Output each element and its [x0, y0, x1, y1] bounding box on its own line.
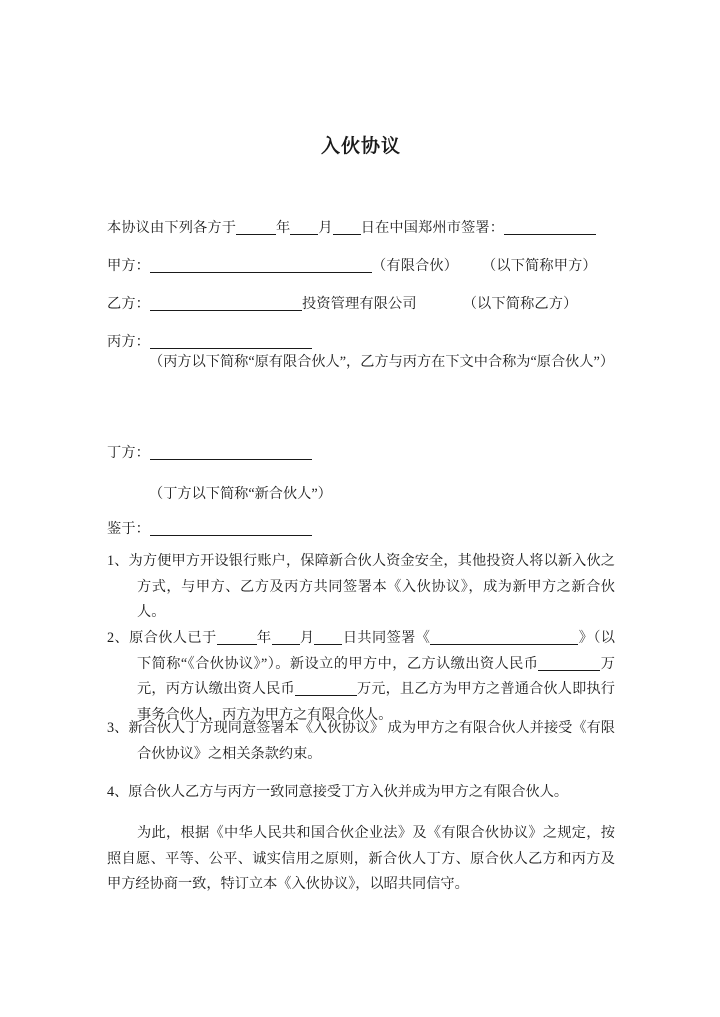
whereas-label: 鉴于： [107, 521, 151, 537]
whereas-blank[interactable] [150, 520, 312, 536]
clause-marker-1: 1、 [107, 553, 129, 569]
day-label: 日在中国郑州市签署： [360, 220, 505, 236]
clause2-year-blank[interactable] [217, 629, 257, 645]
clause2-agreement-name-blank[interactable] [430, 629, 578, 645]
signature-place-blank[interactable] [504, 219, 596, 235]
party-d-row [107, 443, 615, 463]
clause2-day-blank[interactable] [314, 629, 342, 645]
clause2-month-blank[interactable] [272, 629, 300, 645]
party-d-label: 丁方： [107, 445, 151, 461]
party-a-label: 甲方： [107, 258, 151, 274]
party-b-name-blank[interactable] [150, 295, 302, 311]
clause-item-2 [107, 626, 615, 728]
clause-item-3 [107, 716, 615, 767]
clause2-party-c-amount-blank[interactable] [295, 680, 357, 696]
clause2-party-b-amount-blank[interactable] [538, 655, 600, 671]
clause2-seg1: 原合伙人已于 [129, 630, 217, 646]
clause-text-3: 新合伙人丁方现同意签署本《入伙协议》 成为甲方之有限合伙人并接受《有限合伙协议》之相关条款约束。 [128, 720, 615, 762]
party-c-name-blank[interactable] [150, 333, 312, 349]
closing-paragraph: 为此，根据《中华人民共和国合伙企业法》及《有限合伙协议》之规定，按照自愿、平等、公平、诚实信用之原则，新合伙人丁方、原合伙人乙方和丙方及甲方经协商一致，特订立本《入伙协议》，以昭共同信守。 [107, 825, 615, 892]
clause2-seg3: 万元，丙方认缴出资人民币 [137, 655, 615, 697]
party-c-label: 丙方： [107, 334, 151, 350]
signing-line-prefix: 本协议由下列各方于 [107, 220, 237, 236]
party-a-alias: （以下简称甲方） [482, 258, 597, 274]
clause2-month-label: 月 [299, 630, 315, 646]
clause2-year-label: 年 [256, 630, 272, 646]
party-d-note: （丁方以下简称“新合伙人”） [149, 486, 332, 502]
party-b-label: 乙方： [107, 296, 151, 312]
clause-item-4 [107, 780, 615, 806]
month-label: 月 [318, 220, 333, 236]
clause-text-1: 为方便甲方开设银行账户，保障新合伙人资金安全，其他投资人将以新入伙之方式，与甲方、乙方及丙方共同签署本《入伙协议》，成为新甲方之新合伙人。 [128, 553, 615, 620]
party-a-suffix: （有限合伙） [372, 258, 459, 274]
signing-date-line [107, 218, 615, 238]
clause2-seg2: 》（以下简称“《合伙协议》”）。新设立的甲方中，乙方认缴出资人民币 [137, 630, 615, 672]
clause-text-4: 原合伙人乙方与丙方一致同意接受丁方入伙并成为甲方之有限合伙人。 [128, 784, 569, 800]
party-c-row [107, 332, 615, 352]
party-c-note: （丙方以下简称“原有限合伙人”，乙方与丙方在下文中合称为“原合伙人”） [149, 354, 615, 370]
clause-marker-3: 3、 [107, 720, 129, 736]
year-blank[interactable] [236, 219, 276, 235]
party-b-suffix: 投资管理有限公司 [302, 296, 417, 312]
party-b-alias: （以下简称乙方） [462, 296, 578, 312]
party-a-name-blank[interactable] [150, 257, 372, 273]
page-title: 入伙协议 [320, 136, 401, 157]
day-blank[interactable] [333, 219, 361, 235]
whereas-row [107, 519, 615, 539]
month-blank[interactable] [290, 219, 318, 235]
clause-marker-4: 4、 [107, 784, 129, 800]
clause-item-1 [107, 549, 615, 626]
clause-marker-2: 2、 [107, 630, 130, 646]
party-b-row [107, 294, 615, 314]
clause2-day-label: 日共同签署《 [342, 630, 431, 646]
party-a-row [107, 256, 615, 276]
party-d-name-blank[interactable] [150, 444, 312, 460]
year-label: 年 [276, 220, 291, 236]
clause2-seg4: 万元，且乙方为甲方之普通合伙人即执行事务合伙人，丙方为甲方之有限合伙人。 [137, 681, 615, 723]
